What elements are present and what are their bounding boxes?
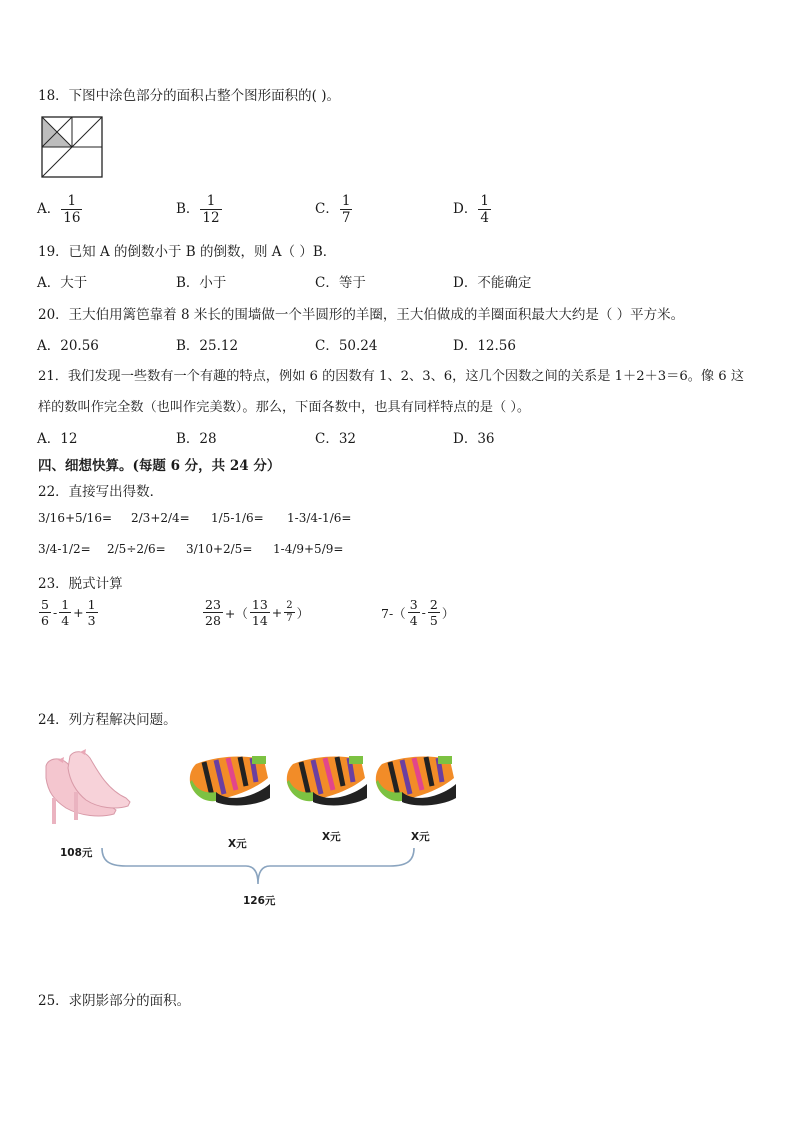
q21-option-a[interactable]: A．12 — [37, 431, 78, 447]
fraction: $\frac{13}{14}$ — [251, 597, 268, 629]
q18-option-a[interactable]: A． $\frac{1}{16}$ — [37, 193, 81, 227]
q18-option-b[interactable]: B． $\frac{1}{12}$ — [176, 193, 220, 227]
total-brace — [96, 846, 420, 892]
fraction: $\frac{1}{4}$ — [61, 597, 70, 629]
sock-image-1 — [186, 752, 272, 808]
q21-option-c[interactable]: C．32 — [315, 431, 357, 447]
q22-calc-1-2: 2/3+2/4= — [131, 511, 190, 525]
q18-option-c[interactable]: C． $\frac{1}{7}$ — [315, 193, 351, 227]
q21-text-line2: 样的数叫作完全数（也叫作完美数）。那么，下面各数中，也具有同样特点的是（ ）。 — [38, 400, 531, 415]
fraction: $\frac{2}{7}$ — [286, 599, 293, 625]
fraction: $\frac{3}{4}$ — [409, 597, 418, 629]
q22-calc-2-1: 3/4-1/2= — [38, 542, 91, 556]
q21-text-line1: 21．我们发现一些数有一个有趣的特点，例如 6 的因数有 1、2、3、6，这几个因数之间的关系是 1＋2＋3＝6。像 6 这 — [38, 369, 745, 384]
fraction: $\frac{1}{3}$ — [87, 597, 96, 629]
q19-option-b[interactable]: B．小于 — [176, 275, 227, 291]
q20-option-d[interactable]: D．12.56 — [453, 338, 516, 354]
sock-image-2 — [283, 752, 369, 808]
fraction: $\frac{2}{5}$ — [429, 597, 438, 629]
q20-option-b[interactable]: B．25.12 — [176, 338, 239, 354]
q23-expression-1: $\frac{5}{6}$ - $\frac{1}{4}$ + $\frac{1}{3}$ — [41, 597, 96, 629]
section-4-title: 四、细想快算。(每题 6 分，共 24 分） — [38, 458, 281, 474]
high-heel-shoes-image — [40, 748, 135, 833]
q18-option-d[interactable]: D． $\frac{1}{4}$ — [453, 193, 489, 227]
q20-text: 20．王大伯用篱笆靠着 8 米长的围墙做一个半圆形的羊圈，王大伯做成的羊圈面积最大大约是（ ）平方米。 — [38, 307, 685, 323]
q25-text: 25．求阴影部分的面积。 — [38, 993, 191, 1009]
q22-calc-1-3: 1/5-1/6= — [211, 511, 264, 525]
q18-text: 18．下图中涂色部分的面积占整个图形面积的( )。 — [38, 88, 341, 104]
q24-text: 24．列方程解决问题。 — [38, 712, 177, 728]
q22-calc-2-4: 1-4/9+5/9= — [273, 542, 344, 556]
q22-calc-1-4: 1-3/4-1/6= — [287, 511, 352, 525]
q21-option-b[interactable]: B．28 — [176, 431, 217, 447]
shoes-price-label: 108元 — [60, 847, 93, 859]
q18-figure — [41, 116, 103, 178]
total-price-label: 126元 — [243, 895, 276, 907]
q19-option-d[interactable]: D．不能确定 — [453, 275, 532, 291]
q23-expression-3: 7-（ $\frac{3}{4}$ - $\frac{2}{5}$ ） — [381, 597, 455, 629]
q23-expression-2: $\frac{23}{28}$ +（ $\frac{13}{14}$ + $\frac{2}{7}$ ） — [205, 597, 310, 629]
sock-price-label-2: X元 — [322, 831, 341, 843]
q20-option-a[interactable]: A．20.56 — [37, 338, 99, 354]
q19-text: 19．已知 A 的倒数小于 B 的倒数，则 A（ ）B． — [38, 244, 337, 260]
q20-option-c[interactable]: C．50.24 — [315, 338, 378, 354]
q22-calc-2-3: 3/10+2/5= — [186, 542, 253, 556]
q19-option-a[interactable]: A．大于 — [37, 275, 88, 291]
q23-text: 23．脱式计算 — [38, 576, 123, 592]
fraction: $\frac{5}{6}$ — [41, 597, 49, 629]
q21-option-d[interactable]: D．36 — [453, 431, 495, 447]
fraction: $\frac{23}{28}$ — [205, 597, 221, 629]
q22-calc-1-1: 3/16+5/16= — [38, 511, 113, 525]
q22-text: 22．直接写出得数． — [38, 484, 164, 500]
q22-calc-2-2: 2/5÷2/6= — [107, 542, 166, 556]
sock-image-3 — [372, 752, 458, 808]
q19-option-c[interactable]: C．等于 — [315, 275, 366, 291]
sock-price-label-1: X元 — [228, 838, 247, 850]
sock-price-label-3: X元 — [411, 831, 430, 843]
